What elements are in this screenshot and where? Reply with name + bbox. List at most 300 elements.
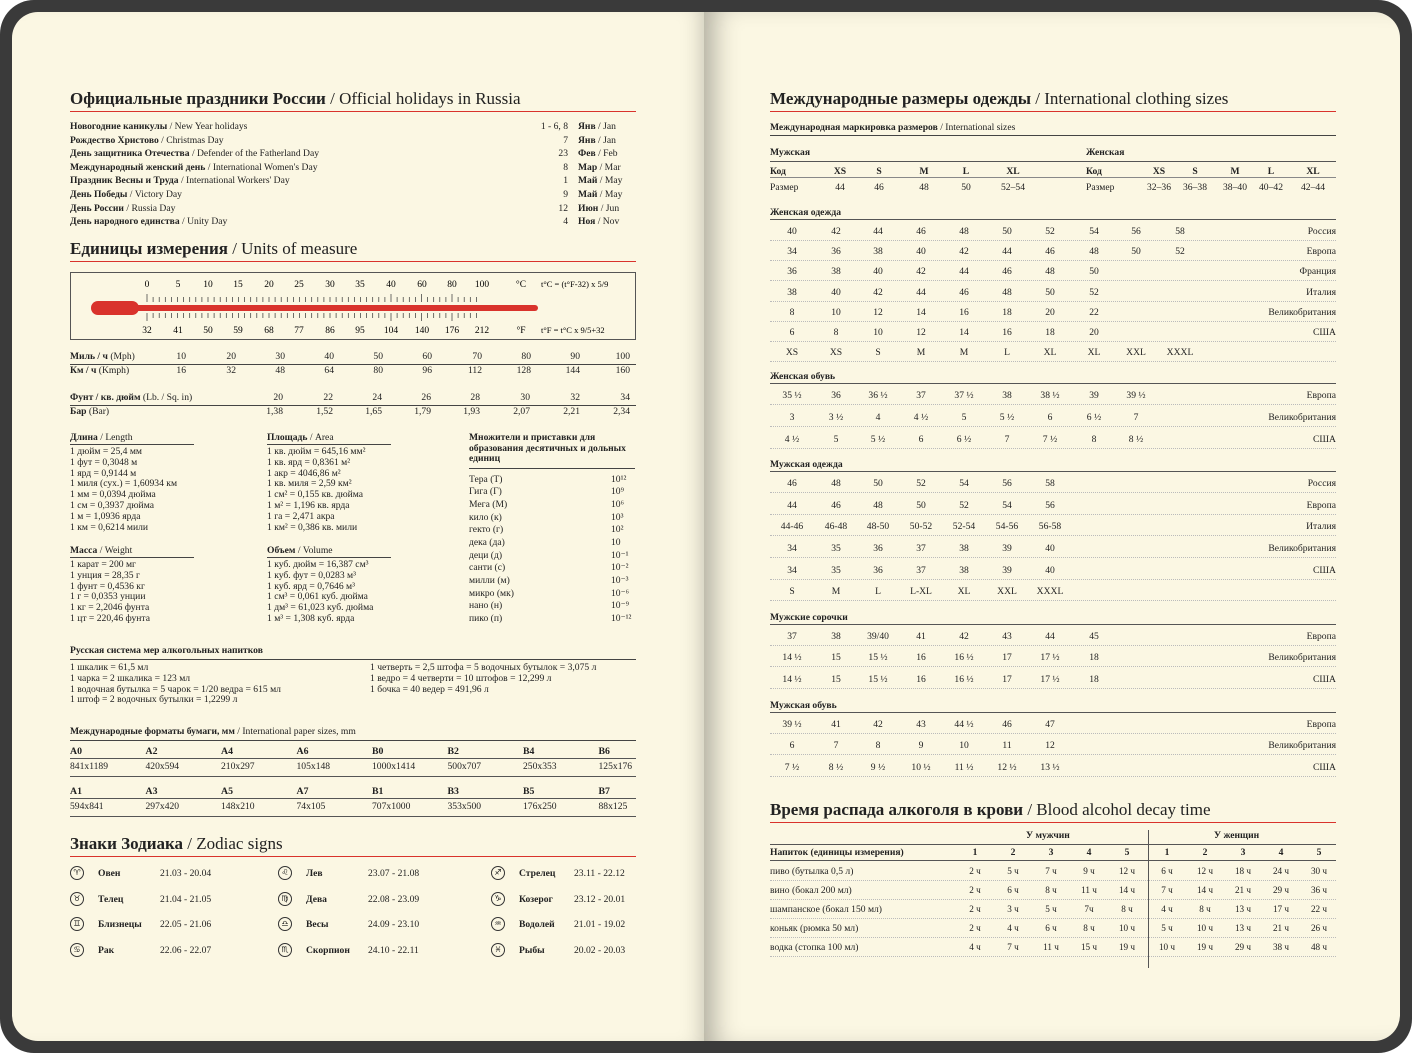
paper-dimensions: 74x105 bbox=[296, 801, 326, 812]
size-value: 44 bbox=[873, 226, 883, 237]
left-page bbox=[12, 12, 704, 1041]
intl-rule bbox=[770, 161, 1336, 162]
intl-sizes-title: Международная маркировка размеров bbox=[770, 122, 938, 133]
prefix-row bbox=[469, 499, 635, 512]
size-value: 37 ½ bbox=[954, 390, 974, 402]
length-conversion: 1 м = 1,0936 ярда bbox=[70, 510, 141, 522]
size-row-rule bbox=[770, 600, 1336, 601]
decay-time: 8 ч bbox=[1045, 885, 1057, 895]
size-value: 38 bbox=[959, 543, 969, 554]
bar-value: 2,21 bbox=[563, 406, 580, 417]
men-code-label: Код bbox=[770, 166, 786, 177]
size-country: США bbox=[1312, 674, 1336, 685]
men-code: M bbox=[919, 166, 929, 177]
paper-dimensions: 210x297 bbox=[221, 761, 255, 772]
size-country: Великобритания bbox=[1268, 306, 1336, 318]
kmh-label: Км / ч bbox=[70, 365, 97, 376]
size-row-rule bbox=[770, 361, 1336, 362]
holiday-row bbox=[70, 121, 636, 135]
holiday-month-en: / May bbox=[599, 188, 623, 200]
women-code: M bbox=[1230, 166, 1240, 177]
holidays-section bbox=[70, 89, 636, 230]
celsius-tick-label: 35 bbox=[355, 280, 365, 290]
drink-name: вино (бокал 200 мл) bbox=[770, 885, 852, 896]
zodiac-name: Козерог bbox=[519, 893, 553, 905]
zodiac-dates: 20.02 - 20.03 bbox=[574, 944, 626, 956]
size-value: 34 bbox=[787, 564, 797, 576]
size-country: Россия bbox=[1307, 226, 1336, 237]
alc-rule bbox=[770, 844, 1336, 845]
size-value: 20 bbox=[1045, 306, 1055, 318]
holiday-month bbox=[578, 162, 621, 173]
alcohol-measure: 1 штоф = 2 водочных бутылки = 1,2299 л bbox=[70, 694, 238, 706]
holiday-name bbox=[70, 121, 247, 132]
size-value: 46-48 bbox=[824, 521, 848, 533]
zodiac-name: Телец bbox=[98, 893, 124, 905]
thermometer-bulb bbox=[91, 301, 139, 315]
mph-value: 60 bbox=[422, 351, 432, 362]
size-value: 38 bbox=[831, 266, 841, 278]
mass-block: Масса / Weight 1 карат = 200 мг 1 унция = 28,35 г 1 фунт = 0,4536 кг 1 г = 0,0353 унции 1 кг = 2,2046 фунта 1 цт = 220,46 фунта bbox=[70, 545, 194, 625]
size-row-rule bbox=[770, 579, 1336, 580]
size-value: 6 bbox=[789, 327, 795, 338]
zodiac-dates: 23.12 - 20.01 bbox=[574, 893, 626, 905]
mass-conversion: 1 цт = 220,46 фунта bbox=[70, 612, 150, 624]
psi-value: 28 bbox=[470, 392, 480, 403]
length-conversion: 1 см = 0,3937 дюйма bbox=[70, 499, 154, 511]
size-value: 58 bbox=[1045, 478, 1055, 490]
size-country: Великобритания bbox=[1268, 412, 1336, 423]
size-value: XL bbox=[1087, 347, 1101, 359]
holiday-name-en: / International Women's Day bbox=[207, 161, 318, 173]
mass-conversion: 1 унция = 28,35 г bbox=[70, 569, 140, 581]
size-value: 5 bbox=[961, 412, 967, 423]
alc-col-header: 5 bbox=[1124, 847, 1130, 858]
decay-time: 2 ч bbox=[969, 923, 981, 933]
men-size: 48 bbox=[919, 182, 929, 193]
holiday-month-ru: Май bbox=[578, 175, 598, 187]
size-value: 43 bbox=[1002, 630, 1012, 642]
size-value: 7 bbox=[1004, 433, 1010, 445]
paper-title: Международные форматы бумаги, мм bbox=[70, 726, 235, 737]
size-row-rule bbox=[770, 426, 1336, 427]
size-value: 5 bbox=[833, 433, 839, 445]
size-value: 56 bbox=[1002, 478, 1012, 490]
alcohol-measure: 1 бочка = 40 ведер = 491,96 л bbox=[370, 683, 489, 695]
prefix-row bbox=[469, 474, 635, 487]
holiday-name-en: / New Year holidays bbox=[169, 121, 248, 132]
pressure-table bbox=[70, 392, 636, 422]
aries-icon: ♈ bbox=[70, 866, 84, 880]
prefix-factor: 10 bbox=[611, 536, 621, 548]
alcohol-measure: 1 шкалик = 61,5 мл bbox=[70, 662, 149, 673]
size-value: 58 bbox=[1175, 226, 1185, 237]
fahrenheit-tick-label: 212 bbox=[474, 326, 490, 336]
celsius-tick-label: 5 bbox=[175, 280, 181, 290]
size-value: 54 bbox=[1002, 499, 1012, 511]
psi-value: 26 bbox=[421, 392, 431, 403]
paper-dimensions: 353x500 bbox=[447, 801, 482, 812]
mass-conversion: 1 карат = 200 мг bbox=[70, 559, 136, 570]
size-value: 39 ½ bbox=[782, 718, 802, 730]
length-conversion: 1 миля (сух.) = 1,60934 км bbox=[70, 478, 178, 490]
men-size: 46 bbox=[874, 182, 884, 193]
size-group-title: Женская обувь bbox=[770, 371, 836, 383]
size-value: 47 bbox=[1045, 718, 1055, 730]
alc-col-header: 1 bbox=[972, 847, 978, 858]
scorpio-icon: ♏ bbox=[278, 943, 292, 957]
holiday-row bbox=[70, 189, 636, 203]
kmh-value: 112 bbox=[467, 365, 482, 376]
decay-time: 14 ч bbox=[1118, 885, 1136, 895]
size-value: 46 bbox=[916, 226, 926, 237]
men-code: XS bbox=[833, 166, 847, 177]
size-country: США bbox=[1312, 564, 1336, 576]
volume-conversion: 1 дм³ = 61,023 куб. дюйма bbox=[267, 602, 374, 614]
decay-time: 2 ч bbox=[969, 866, 981, 876]
holiday-name-ru: Рождество Христово bbox=[70, 134, 159, 146]
size-country: США bbox=[1312, 761, 1336, 773]
alcohol-measure: 1 ведро = 4 четверти = 10 штофов = 12,299 л bbox=[370, 672, 552, 684]
alcohol-measures bbox=[70, 645, 636, 706]
paper-rule bbox=[70, 758, 636, 759]
size-value: 42 bbox=[959, 246, 969, 258]
size-country: Россия bbox=[1307, 478, 1336, 490]
size-value: 4 ½ bbox=[784, 433, 800, 445]
holiday-date: 12 bbox=[558, 202, 568, 214]
size-group-rule bbox=[770, 383, 1336, 384]
size-value: 39 bbox=[1002, 564, 1012, 576]
size-value: 40 bbox=[873, 266, 883, 278]
size-value: 9 bbox=[918, 740, 924, 752]
prefix-row bbox=[469, 524, 635, 537]
size-value: 6 ½ bbox=[956, 433, 972, 445]
psi-label: Фунт / кв. дюйм bbox=[70, 392, 141, 403]
alc-measures-title: Русская система мер алкогольных напитков bbox=[70, 645, 263, 656]
size-value: 14 ½ bbox=[782, 674, 802, 685]
prefix-name: Гига (Г) bbox=[469, 486, 502, 498]
holiday-month-ru: Ноя bbox=[578, 216, 596, 228]
prefix-factor: 10⁶ bbox=[611, 498, 624, 510]
holiday-name-en: / Unity Day bbox=[182, 216, 228, 228]
size-value: 50 bbox=[1002, 226, 1012, 237]
area-conversion: 1 см² = 0,155 кв. дюйма bbox=[267, 489, 364, 501]
zodiac-dates: 21.01 - 19.02 bbox=[574, 919, 626, 930]
size-row-rule bbox=[770, 688, 1336, 689]
cancer-icon: ♋ bbox=[70, 943, 84, 957]
size-value: S bbox=[789, 586, 795, 598]
prefix-factor: 10⁹ bbox=[611, 486, 624, 498]
holiday-name-ru: Новогодние каникулы bbox=[70, 121, 168, 132]
size-value: 39 bbox=[1089, 390, 1099, 402]
holiday-name bbox=[70, 216, 227, 227]
holiday-name-ru: Праздник Весны и Труда bbox=[70, 175, 179, 187]
prefix-factor: 10⁻² bbox=[611, 562, 629, 574]
decay-time: 5 ч bbox=[1045, 904, 1057, 914]
decay-time: 18 ч bbox=[1234, 866, 1252, 876]
size-value: 7 ½ bbox=[1042, 433, 1058, 445]
paper-dimensions: 250x353 bbox=[523, 761, 557, 772]
size-value: 46 bbox=[1002, 266, 1012, 278]
men-label: Мужская bbox=[770, 147, 811, 158]
size-value: 50 bbox=[1089, 266, 1099, 278]
size-value: 37 bbox=[916, 564, 926, 576]
paper-format: A2 bbox=[145, 746, 158, 757]
kmh-unit: (Kmph) bbox=[98, 365, 130, 376]
holiday-month-ru: Янв bbox=[578, 134, 596, 146]
size-value: 36 bbox=[787, 266, 797, 278]
size-country: США bbox=[1312, 327, 1336, 338]
size-row-rule bbox=[770, 535, 1336, 536]
size-value: 52 bbox=[1175, 246, 1185, 258]
size-value: 9 ½ bbox=[870, 761, 886, 773]
men-size: 52–54 bbox=[1001, 182, 1025, 193]
decay-time: 3 ч bbox=[1007, 904, 1019, 914]
size-value: 34 bbox=[787, 246, 797, 258]
size-value: XS bbox=[829, 347, 843, 359]
size-country: Великобритания bbox=[1268, 740, 1336, 752]
size-value: 16 bbox=[959, 306, 969, 318]
size-value: 40 bbox=[916, 246, 926, 258]
size-group-title: Женская одежда bbox=[770, 207, 842, 218]
psi-value: 30 bbox=[520, 392, 530, 403]
prefix-name: милли (м) bbox=[469, 575, 510, 586]
area-conversion: 1 кв. ярд = 0,8361 м² bbox=[267, 456, 351, 468]
size-value: 44 bbox=[787, 499, 797, 511]
holiday-month-ru: Мар bbox=[578, 161, 598, 173]
holiday-month bbox=[578, 175, 622, 186]
size-value: 10 bbox=[873, 327, 883, 338]
decay-time: 11 ч bbox=[1081, 885, 1097, 895]
size-value: 18 bbox=[1002, 306, 1012, 318]
decay-time: 21 ч bbox=[1234, 885, 1252, 895]
paper-dimensions: 420x594 bbox=[145, 761, 180, 772]
units-section bbox=[70, 239, 636, 262]
celsius-formula: t°C = (t°F-32) x 5/9 bbox=[541, 279, 609, 289]
celsius-tick-label: 0 bbox=[144, 280, 150, 290]
zodiac-dates: 24.09 - 23.10 bbox=[368, 919, 420, 930]
size-group-rule bbox=[770, 624, 1336, 625]
prefix-factor: 10² bbox=[611, 524, 624, 536]
size-value: 15 bbox=[831, 652, 841, 664]
size-value: 3 bbox=[789, 412, 795, 423]
holiday-row bbox=[70, 203, 636, 217]
size-value: 3 ½ bbox=[828, 412, 844, 423]
holiday-date: 1 - 6, 8 bbox=[540, 121, 568, 132]
size-value: 16 bbox=[1002, 327, 1012, 338]
paper-format: B3 bbox=[447, 786, 459, 797]
women-size-label: Размер bbox=[1086, 182, 1115, 193]
size-value: 16 bbox=[916, 652, 926, 664]
size-value: 8 bbox=[875, 740, 881, 752]
length-conversion: 1 дюйм = 25,4 мм bbox=[70, 446, 142, 457]
size-value: 56-58 bbox=[1038, 521, 1062, 533]
size-value: 18 bbox=[1045, 327, 1055, 338]
size-value: 52 bbox=[1045, 226, 1055, 237]
size-value: 48 bbox=[1045, 266, 1055, 278]
bar-value: 1,79 bbox=[414, 406, 431, 417]
holiday-month-en: / Jun bbox=[600, 202, 620, 214]
prefix-name: микро (мк) bbox=[469, 587, 514, 599]
holiday-name-en: / Victory Day bbox=[129, 188, 182, 200]
holiday-name-ru: День Победы bbox=[70, 188, 128, 200]
bar-value: 1,38 bbox=[266, 406, 283, 417]
decay-time: 30 ч bbox=[1310, 866, 1328, 876]
size-country: Европа bbox=[1306, 499, 1336, 511]
size-value: 5 ½ bbox=[999, 412, 1015, 423]
decay-time: 13 ч bbox=[1234, 923, 1252, 933]
celsius-tick-label: 80 bbox=[447, 280, 457, 290]
size-value: 36 ½ bbox=[868, 390, 888, 402]
size-value: 44 bbox=[959, 266, 969, 278]
decay-time: 29 ч bbox=[1272, 885, 1290, 895]
women-code: XS bbox=[1152, 166, 1166, 177]
paper-format: A7 bbox=[296, 786, 309, 797]
aquarius-icon: ♒ bbox=[491, 917, 505, 931]
size-value: S bbox=[875, 347, 881, 359]
decay-time: 4 ч bbox=[1161, 904, 1173, 914]
holiday-name-en: / Defender of the Fatherland Day bbox=[191, 148, 320, 160]
libra-icon: ♎ bbox=[278, 917, 292, 931]
psi-value: 24 bbox=[372, 392, 382, 403]
alc-col-header: 2 bbox=[1010, 847, 1016, 858]
alcohol-measure: 1 чарка = 2 шкалика = 123 мл bbox=[70, 672, 191, 684]
kmh-value: 96 bbox=[422, 365, 432, 376]
size-row-rule bbox=[770, 260, 1336, 261]
holiday-row bbox=[70, 148, 636, 162]
area-conversion: 1 кв. дюйм = 645,16 мм² bbox=[267, 446, 366, 457]
volume-block: Объем / Volume 1 куб. дюйм = 16,387 см³ 1 куб. фут = 0,0283 м³ 1 куб. ярд = 0,7646 м³ 1 см³ = 0,061 куб. дюйма 1 дм³ = 61,023 куб. дюйма 1 м³ = 1,308 куб. ярда bbox=[267, 545, 391, 625]
size-value: 38 ½ bbox=[1040, 390, 1060, 402]
paper-rule bbox=[70, 798, 636, 799]
zodiac-name: Рак bbox=[98, 944, 115, 956]
size-country: Европа bbox=[1306, 246, 1336, 258]
mph-value: 30 bbox=[275, 351, 285, 362]
women-size: 36–38 bbox=[1183, 182, 1207, 193]
mph-value: 50 bbox=[373, 351, 383, 362]
size-value: 20 bbox=[1089, 327, 1099, 338]
size-value: 16 bbox=[916, 674, 926, 685]
celsius-tick-label: 100 bbox=[474, 280, 490, 290]
size-value: 56 bbox=[1131, 226, 1141, 237]
women-size: 38–40 bbox=[1223, 182, 1247, 193]
mph-value: 10 bbox=[176, 351, 186, 362]
size-row-rule bbox=[770, 404, 1336, 405]
holiday-name-ru: Международный женский день bbox=[70, 161, 206, 173]
paper-subtitle: / International paper sizes, mm bbox=[237, 726, 356, 737]
celsius-tick-label: 10 bbox=[203, 280, 213, 290]
size-value: 12 bbox=[873, 306, 883, 318]
paper-sizes bbox=[70, 726, 636, 812]
zodiac-name: Дева bbox=[306, 893, 327, 905]
holiday-month-ru: Май bbox=[578, 188, 598, 200]
size-value: 42 bbox=[831, 226, 841, 237]
decay-time: 6 ч bbox=[1007, 885, 1019, 895]
prefix-factor: 10¹² bbox=[611, 473, 627, 485]
size-value: 38 bbox=[831, 630, 841, 642]
men-size-label: Размер bbox=[770, 182, 799, 193]
holiday-date: 1 bbox=[563, 175, 568, 187]
prefix-name: дека (да) bbox=[469, 536, 505, 548]
decay-time: 12 ч bbox=[1118, 866, 1136, 876]
speed-table bbox=[70, 351, 636, 381]
decay-time: 36 ч bbox=[1310, 885, 1328, 895]
length-block: Длина / Length 1 дюйм = 25,4 мм 1 фут = 0,3048 м 1 ярд = 0,9144 м 1 миля (сух.) = 1,60934 км 1 мм = 0,0394 дюйма 1 см = 0,3937 дюйма 1 м = 1,0936 ярда 1 км = 0,6214 мили bbox=[70, 432, 194, 533]
zodiac-dates: 22.06 - 22.07 bbox=[160, 944, 212, 956]
decay-time: 15 ч bbox=[1080, 942, 1098, 952]
decay-time: 5 ч bbox=[1007, 866, 1019, 876]
paper-rule bbox=[70, 816, 636, 817]
holiday-month-en: / Jan bbox=[598, 134, 616, 146]
holiday-month-ru: Фев bbox=[578, 148, 596, 160]
prefix-factor: 10³ bbox=[611, 511, 624, 523]
holiday-name-en: / Christmas Day bbox=[161, 134, 224, 146]
decay-time: 2 ч bbox=[969, 904, 981, 914]
drink-name: пиво (бутылка 0,5 л) bbox=[770, 866, 854, 877]
size-value: 15 ½ bbox=[868, 652, 888, 664]
size-value: XL bbox=[1043, 347, 1057, 359]
decay-time: 7 ч bbox=[1007, 942, 1019, 952]
holiday-date: 7 bbox=[563, 134, 568, 146]
prefix-factor: 10⁻⁶ bbox=[611, 587, 630, 599]
holiday-list bbox=[70, 121, 636, 230]
drink-name: водка (стопка 100 мл) bbox=[770, 942, 859, 953]
size-value: XXXL bbox=[1036, 586, 1064, 598]
prefix-name: санти (с) bbox=[469, 562, 506, 574]
size-value: 46 bbox=[787, 478, 797, 490]
zodiac-section bbox=[70, 834, 636, 956]
size-value: 8 bbox=[1091, 433, 1097, 445]
paper-dimensions: 841x1189 bbox=[70, 761, 109, 772]
zodiac-name: Рыбы bbox=[519, 944, 545, 956]
size-value: 12 ½ bbox=[997, 761, 1017, 773]
size-row-rule bbox=[770, 280, 1336, 281]
size-value: 8 ½ bbox=[828, 761, 844, 773]
decay-time: 8 ч bbox=[1083, 923, 1095, 933]
length-conversion: 1 ярд = 0,9144 м bbox=[70, 467, 137, 479]
prefix-title: Множители и приставки для образования десятичных и дольных единиц bbox=[469, 433, 635, 469]
decay-time: 24 ч bbox=[1272, 866, 1290, 876]
mph-value: 70 bbox=[472, 351, 482, 362]
size-value: 35 ½ bbox=[782, 390, 802, 402]
mph-value: 20 bbox=[226, 351, 236, 362]
holidays-title: Официальные праздники России / Official holidays in Russia bbox=[70, 89, 636, 112]
psi-value: 34 bbox=[620, 392, 630, 403]
men-code: L bbox=[962, 166, 970, 177]
size-value: XL bbox=[957, 586, 971, 598]
size-value: 5 ½ bbox=[870, 433, 886, 445]
size-value: 18 bbox=[1089, 674, 1099, 685]
prefix-row bbox=[469, 512, 635, 525]
size-value: 48 bbox=[959, 226, 969, 237]
holiday-month-en: / Nov bbox=[597, 216, 620, 228]
size-value: 46 bbox=[959, 286, 969, 298]
size-value: L-XL bbox=[910, 586, 932, 598]
alc-row-rule bbox=[770, 899, 1336, 900]
decay-time: 6 ч bbox=[1045, 923, 1057, 933]
men-code: XL bbox=[1006, 166, 1020, 177]
size-value: 10 ½ bbox=[911, 761, 931, 773]
paper-dimensions: 297x420 bbox=[145, 801, 180, 812]
decay-time: 10 ч bbox=[1118, 923, 1136, 933]
zodiac-dates: 21.03 - 20.04 bbox=[160, 868, 212, 879]
size-value: 56 bbox=[1045, 499, 1055, 511]
alc-col-header: 1 bbox=[1164, 847, 1170, 858]
size-row-rule bbox=[770, 666, 1336, 667]
kmh-value: 16 bbox=[176, 365, 186, 376]
size-value: 10 bbox=[959, 740, 969, 752]
drink-header: Напиток (единицы измерения) bbox=[770, 847, 904, 858]
